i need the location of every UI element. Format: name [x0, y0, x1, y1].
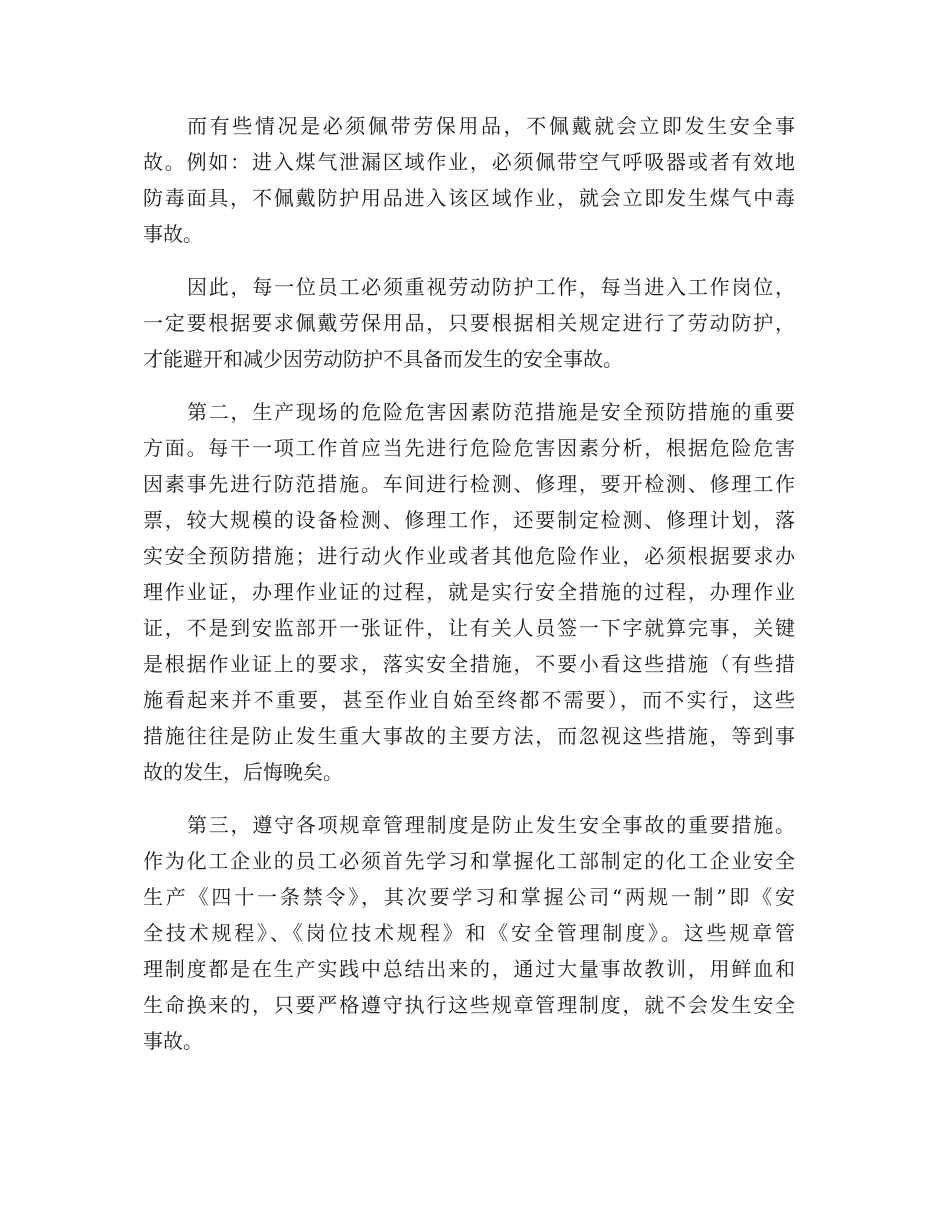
text-line: 措施往往是防止发生重大事故的主要方法，而忽视这些措施，等到事 — [143, 724, 795, 748]
text-line: 故。例如：进入煤气泄漏区域作业，必须佩带空气呼吸器或者有效地 — [143, 150, 795, 174]
text-line: 第二，生产现场的危险危害因素防范措施是安全预防措施的重要 — [187, 400, 795, 424]
document-page — [143, 108, 795, 1076]
paragraph-labor-protection — [143, 269, 795, 377]
text-line: 事故。 — [143, 222, 203, 246]
text-line: 生产《四十一条禁令》，其次要学习和掌握公司“两规一制”即《安 — [143, 885, 795, 909]
text-line: 防毒面具，不佩戴防护用品进入该区域作业，就会立即发生煤气中毒 — [143, 186, 795, 210]
text-line: 方面。每干一项工作首应当先进行危险危害因素分析，根据危险危害 — [143, 436, 795, 460]
text-line: 是根据作业证上的要求，落实安全措施，不要小看这些措施（有些措 — [143, 652, 795, 676]
text-line: 理作业证，办理作业证的过程，就是实行安全措施的过程，办理作业 — [143, 580, 795, 604]
text-line: 故的发生，后悔晚矣。 — [143, 760, 343, 784]
text-line: 第三，遵守各项规章管理制度是防止发生安全事故的重要措施。 — [187, 813, 795, 837]
text-line: 事故。 — [143, 1029, 203, 1053]
text-line: 作为化工企业的员工必须首先学习和掌握化工部制定的化工企业安全 — [143, 849, 795, 873]
text-line: 证，不是到安监部开一张证件，让有关人员签一下字就算完事，关键 — [143, 616, 795, 640]
text-line: 而有些情况是必须佩带劳保用品，不佩戴就会立即发生安全事 — [187, 114, 795, 138]
paragraph-second-hazard-measures — [143, 394, 795, 790]
text-line: 生命换来的，只要严格遵守执行这些规章管理制度，就不会发生安全 — [143, 993, 795, 1017]
text-line: 全技术规程》、《岗位技术规程》和《安全管理制度》。这些规章管 — [143, 921, 795, 945]
text-line: 施看起来并不重要，甚至作业自始至终都不需要），而不实行，这些 — [143, 688, 795, 712]
text-line: 才能避开和减少因劳动防护不具备而发生的安全事故。 — [143, 347, 623, 371]
paragraph-third-regulations — [143, 807, 795, 1059]
paragraph-ppe-gas-leak — [143, 108, 795, 252]
text-line: 一定要根据要求佩戴劳保用品，只要根据相关规定进行了劳动防护， — [143, 311, 795, 335]
text-line: 因此，每一位员工必须重视劳动防护工作，每当进入工作岗位， — [187, 275, 795, 299]
text-line: 票，较大规模的设备检测、修理工作，还要制定检测、修理计划，落 — [143, 508, 795, 532]
text-line: 实安全预防措施；进行动火作业或者其他危险作业，必须根据要求办 — [143, 544, 795, 568]
text-line: 因素事先进行防范措施。车间进行检测、修理，要开检测、修理工作 — [143, 472, 795, 496]
text-line: 理制度都是在生产实践中总结出来的，通过大量事故教训，用鲜血和 — [143, 957, 795, 981]
